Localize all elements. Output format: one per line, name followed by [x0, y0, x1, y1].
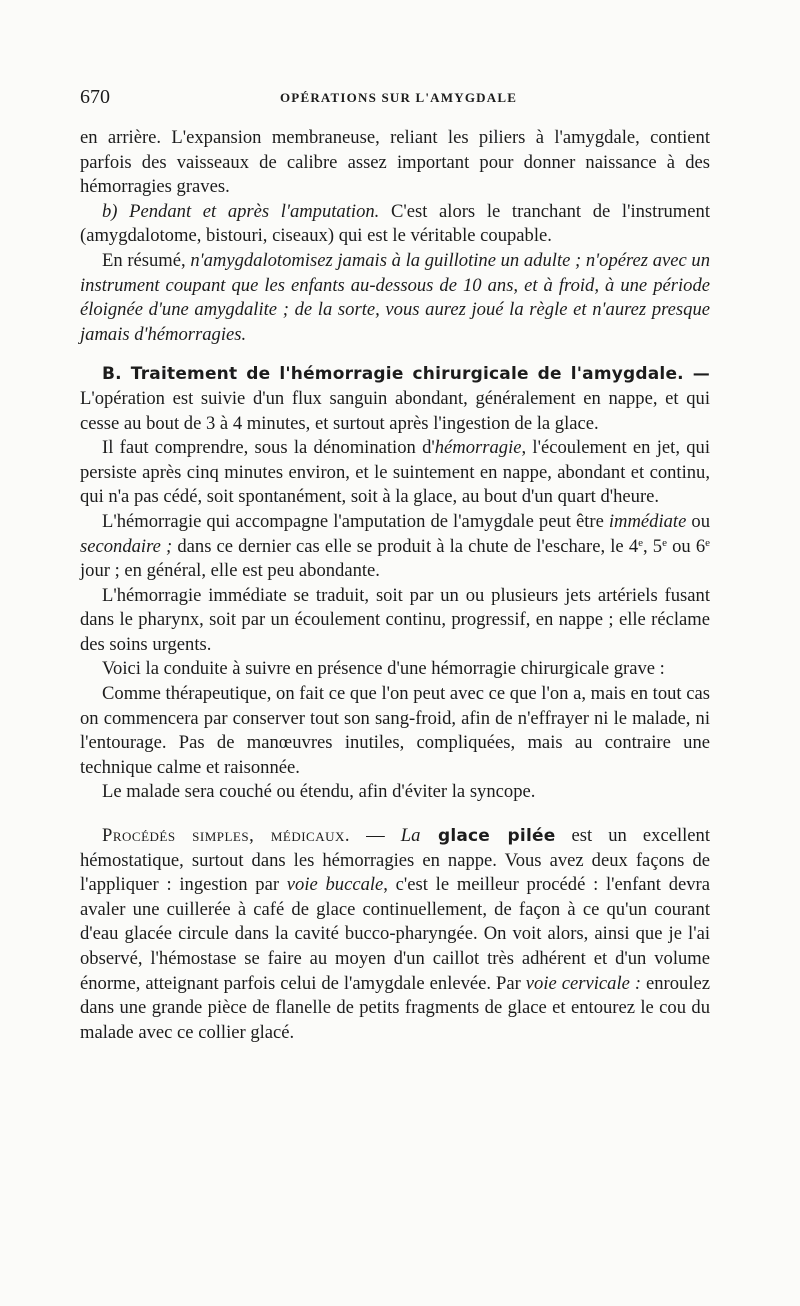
- running-title: OPÉRATIONS SUR L'AMYGDALE: [280, 90, 518, 105]
- paragraph-procedure-intro: Voici la conduite à suivre en présence d'une hémorragie chirurgicale grave :: [102, 658, 665, 680]
- paragraph-definition: Il faut comprendre, sous la dénomination d'hémorragie, l'écoulement en jet, qui persiste après cinq minutes environ, et le suintement en nappe, abondant et continu, qui n'a pas cédé, soit spontanément, soit à la glace, au bout d'un quart d'heure.: [80, 437, 710, 508]
- paragraph-syncope: Le malade sera couché ou étendu, afin d'éviter la syncope.: [102, 781, 536, 803]
- section-treatment: B. Traitement de l'hémorragie chirurgicale de l'amygdale. — L'opération est suivie d'un flux sanguin abondant, généralement en nappe, et qui cesse au bout de 3 à 4 minutes, et surtout après l'ingestion de la glace.: [80, 364, 710, 434]
- paragraph-simple-procedures: Procédés simples, médicaux. — La glace pilée est un excellent hémostatique, surtout dans les hémorragies en nappe. Vous avez deux façons de l'appliquer : ingestion par voie buccale, c'est le meilleur procédé : l'enfant devra avaler une cuillerée à café de glace continuellement, de façon à ce qu'un courant d'eau glacée circule dans la cavité bucco-pharyngée. On voit alors, ainsi que je l'ai observé, l'hémostase se faire au moyen d'un caillot très adhérent et d'un volume énorme, atteignant parfois celui de l'amygdale enlevée. Par voie cervicale : enroulez dans une grande pièce de flanelle de petits fragments de glace et entourez le cou du malade avec ce collier glacé.: [80, 825, 711, 1043]
- running-head: [80, 86, 710, 114]
- paragraph-summary: En résumé, n'amygdalotomisez jamais à la guillotine un adulte ; n'opérez avec un instrument coupant que les enfants au-dessous de 10 ans, et à froid, à une période éloignée d'une amygdalite ; de la sorte, vous aurez joué la règle et n'aurez presque jamais d'hémorragies.: [80, 249, 710, 345]
- section-heading: B. Traitement de l'hémorragie chirurgicale de l'amygdale. —: [102, 364, 710, 385]
- paragraph-therapy: Comme thérapeutique, on fait ce que l'on peut avec ce que l'on a, mais en tout cas on commencera par conserver tout son sang-froid, afin de n'effrayer ni le malade, ni l'entourage. Pas de manœuvres inutiles, compliquées, mais au contraire une technique calme et raisonnée.: [80, 683, 710, 778]
- subsection-heading: Procédés simples, médicaux.: [102, 825, 351, 847]
- paragraph-during-amputation: b) Pendant et après l'amputation. C'est alors le tranchant de l'instrument (amygdalotome, bistouri, ciseaux) qui est le véritable coupable.: [80, 200, 710, 247]
- page-number: 670: [80, 86, 110, 108]
- body-text: [80, 126, 710, 1045]
- paragraph-immediate-secondary: L'hémorragie qui accompagne l'amputation de l'amygdale peut être immédiate ou secondaire ; dans ce dernier cas elle se produit à la chute de l'eschare, le 4e, 5e ou 6e jour ; en général, elle est peu abondante.: [80, 510, 711, 582]
- paragraph-immediate: L'hémorragie immédiate se traduit, soit par un ou plusieurs jets artériels fusant dans le pharynx, soit par un écoulement continu, progressif, en nappe ; elle réclame des soins urgents.: [80, 584, 710, 655]
- subsection-label: b) Pendant et après l'amputation.: [102, 200, 380, 222]
- paragraph-continuation: en arrière. L'expansion membraneuse, reliant les piliers à l'amygdale, contient parfois des vaisseaux de calibre assez important pour donner naissance à des hémorragies graves.: [80, 127, 710, 198]
